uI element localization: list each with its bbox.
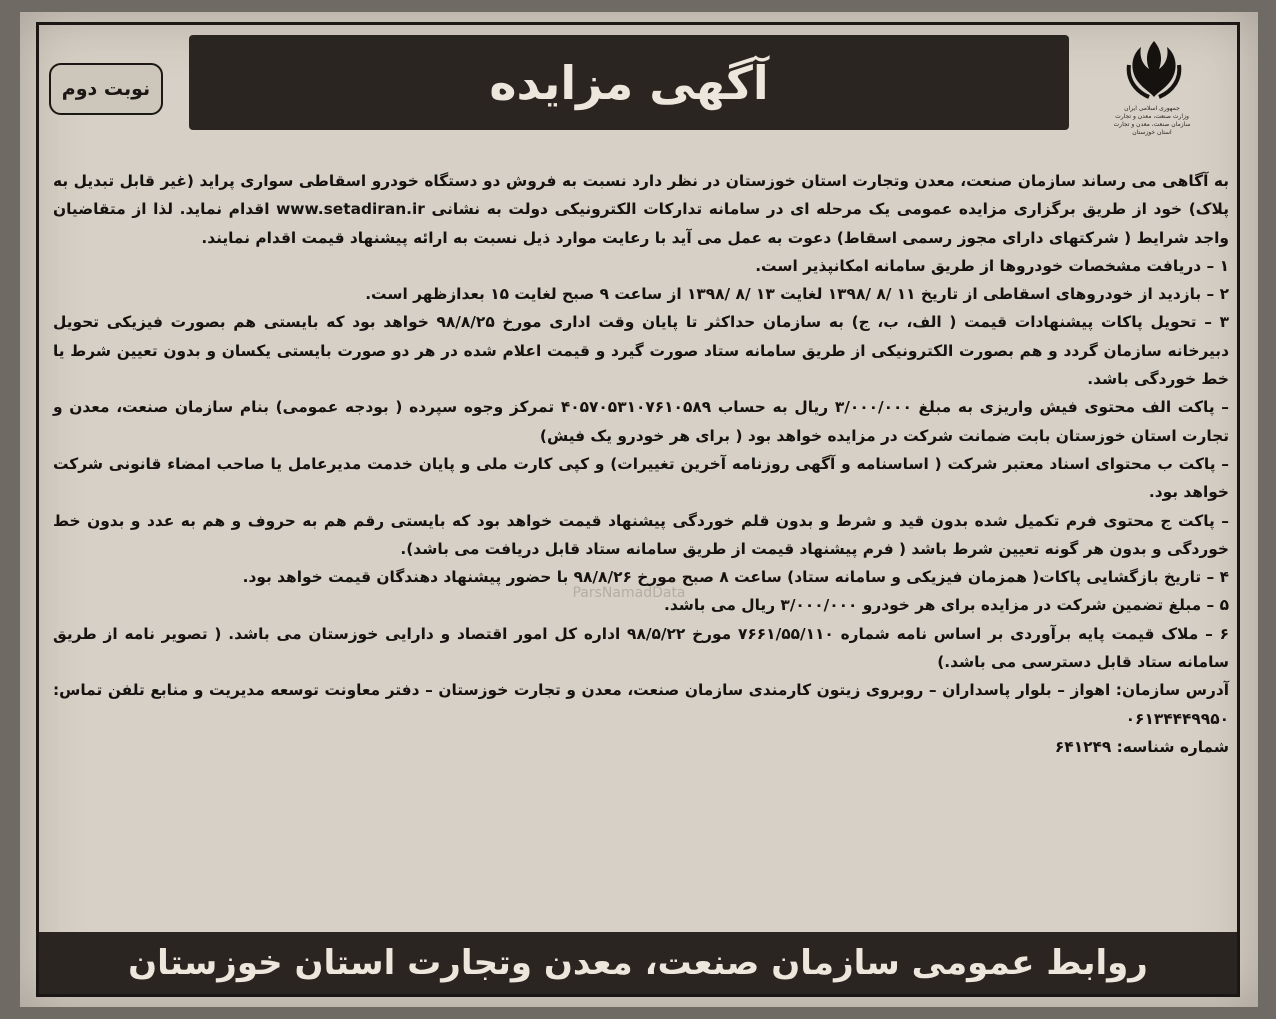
- id-number-line: شماره شناسه: ۶۴۱۲۴۹: [1054, 737, 1229, 756]
- clause-4: ۴ – تاریخ بازگشایی پاکات( همزمان فیزیکی و سامانه ستاد) ساعت ۸ صبح مورخ ۹۸/۸/۲۶ با حضور پیشنهاد دهندگان قیمت خواهد بود.: [242, 568, 1229, 587]
- clause-3: ۳ – تحویل پاکات پیشنهادات قیمت ( الف، ب، ج) به سازمان حداکثر تا پایان وقت اداری مورخ ۹۸/۸/۲۵ خواهد بود که بایستی هم بصورت فیزیکی تحویل دبیرخانه سازمان گردد و هم بصورت الکترونیکی از طریق سامانه ستاد صورت گیرد و قیمت اعلام شده در هر دو صورت بایستی یکسان و بدون تعیین شرط یا خط خوردگی باشد.: [53, 313, 1229, 389]
- org-line: وزارت صنعت، معدن و تجارت: [1115, 113, 1189, 120]
- org-line: سازمان صنعت، معدن و تجارت استان خوزستان: [1113, 121, 1191, 136]
- announcement-title: آگهی مزایده: [489, 55, 769, 110]
- watermark-text: ParsNamadData: [572, 585, 686, 601]
- clause-1: ۱ – دریافت مشخصات خودروها از طریق سامانه امکانپذیر است.: [755, 256, 1229, 275]
- footer-banner: [39, 932, 1237, 994]
- org-line: جمهوری اسلامی ایران: [1124, 105, 1180, 112]
- clause-5: ۵ – مبلغ تضمین شرکت در مزایده برای هر خودرو ۳/۰۰۰/۰۰۰ ریال می باشد.: [664, 596, 1229, 615]
- address-line: آدرس سازمان: اهواز – بلوار پاسداران – روبروی زیتون کارمندی سازمان صنعت، معدن و تجارت خوزستان – دفتر معاونت توسعه مدیریت و منابع تلفن تماس: ۰۶۱۳۴۴۴۹۹۵۰: [53, 681, 1229, 728]
- newspaper-page: [20, 12, 1258, 1007]
- announcement-frame: [36, 22, 1240, 997]
- announcement-body: [53, 167, 1229, 761]
- announcement-header: [39, 25, 1237, 150]
- round-badge: نوبت دوم: [49, 63, 163, 115]
- clause-pack-b: – پاکت ب محتوای اسناد معتبر شرکت ( اساسنامه و آگهی روزنامه آخرین تغییرات) و کپی کارت ملی و پایان خدمت مدیرعامل یا صاحب امضاء قانونی شرکت خواهد بود.: [53, 454, 1229, 502]
- organization-name-lines: [1107, 105, 1197, 137]
- clause-6: ۶ – ملاک قیمت پایه برآوردی بر اساس نامه شماره ۷۶۶۱/۵۵/۱۱۰ مورخ ۹۸/۵/۲۲ اداره کل امور اقتصاد و دارایی خوزستان می باشد. ( تصویر نامه از طریق سامانه ستاد قابل دسترسی می باشد.): [53, 624, 1229, 672]
- footer-publisher: روابط عمومی سازمان صنعت، معدن وتجارت استان خوزستان: [128, 943, 1148, 983]
- clause-2: ۲ – بازدید از خودروهای اسقاطی از تاریخ ۱۱ /۸ /۱۳۹۸ لغایت ۱۳ /۸ /۱۳۹۸ از ساعت ۹ صبح لغایت ۱۵ بعدازظهر است.: [365, 285, 1229, 304]
- intro-paragraph: به آگاهی می رساند سازمان صنعت، معدن وتجارت استان خوزستان در نظر دارد نسبت به فروش دو دستگاه خودرو اسقاطی سواری پراید (غیر قابل تبدیل به پلاک) خود از طریق برگزاری مزایده عمومی یک مرحله ای در سامانه تدارکات الکترونیکی دولت به نشانی www.setadiran.ir اقدام نماید. لذا از متقاضیان واجد شرایط ( شرکتهای دارای مجوز رسمی اسقاط) دعوت به عمل می آید با رعایت موارد ذیل نسبت به ارائه پیشنهاد قیمت اقدام نمایند.: [53, 172, 1229, 247]
- title-banner: [189, 35, 1069, 130]
- clause-pack-c: – پاکت ج محتوی فرم تکمیل شده بدون قید و شرط و بدون قلم خوردگی پیشنهاد قیمت خواهد بود که بایستی رقم هم به حروف و هم به عدد و بدون خط خوردگی و بدون هر گونه تعیین شرط باشد ( فرم پیشنهاد قیمت از طریق سامانه ستاد قابل دریافت می باشد).: [53, 511, 1229, 558]
- clause-pack-a: – پاکت الف محتوی فیش واریزی به مبلغ ۳/۰۰۰/۰۰۰ ریال به حساب ۴۰۵۷۰۵۳۱۰۷۶۱۰۵۸۹ تمرکز وجوه سپرده ( بودجه عمومی) بنام سازمان صنعت، معدن و تجارت استان خوزستان بابت ضمانت شرکت در مزایده خواهد بود ( برای هر خودرو یک فیش): [53, 398, 1229, 445]
